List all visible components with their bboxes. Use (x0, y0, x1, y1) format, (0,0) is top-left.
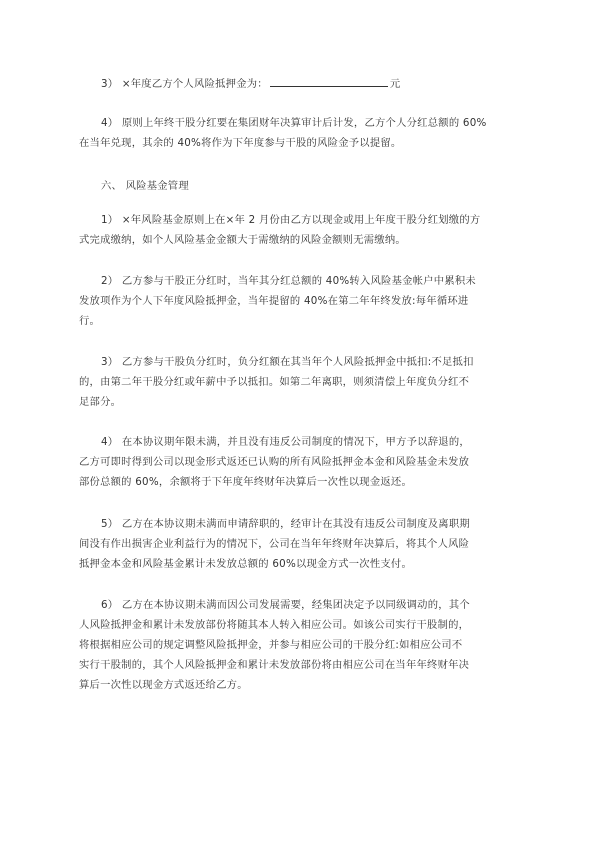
paragraph-line: 1） ×年风险基金原则上在×年 2 月份由乙方以现金或用上年度干股分红划缴的方 (101, 214, 481, 226)
paragraph-line: 6） 乙方在本协议期未满而因公司发展需要，经集团决定予以同级调动的，其个 (101, 599, 470, 611)
deposit-label: 3） ×年度乙方个人风险抵押金为： (101, 78, 268, 90)
paragraph-line: 4） 原则上年终干股分红要在集团财年决算审计后计发，乙方个人分红总额的 60% (101, 117, 487, 129)
paragraph-line: 实行干股制的，其个人风险抵押金和累计未发放部份将由相应公司在当年年终财年决 (79, 659, 470, 671)
section-heading (79, 176, 519, 196)
clause-5 (79, 514, 519, 574)
paragraph-line: 的，由第二年干股分红或年薪中予以抵扣。如第二年离职，则须清偿上年度负分红不 (79, 376, 470, 388)
paragraph-line: 部份总额的 60%，余额将于下年度年终财年决算后一次性以现金返还。 (79, 476, 413, 488)
paragraph-line: 间没有作出损害企业利益行为的情况下，公司在当年年终财年决算后，将其个人风险 (79, 538, 470, 550)
clause-6 (79, 595, 519, 695)
paragraph-line: 抵押金本金和风险基金累计未发放总额的 60%以现金方式一次性支付。 (79, 558, 413, 570)
paragraph-line: 发放项作为个人下年度风险抵押金，当年提留的 40%在第二年年终发放:每年循环进 (79, 295, 469, 307)
paragraph-line: 2） 乙方参与干股正分红时，当年其分红总额的 40%转入风险基金帐户中累积未 (101, 275, 476, 287)
deposit-unit: 元 (389, 78, 401, 90)
deposit-blank-field (270, 75, 388, 87)
paragraph-line: 足部分。 (79, 396, 122, 408)
deposit-amount-paragraph (79, 74, 519, 94)
clause-4 (79, 432, 519, 492)
paragraph-line: 算后一次性以现金方式返还给乙方。 (79, 679, 248, 691)
paragraph-line: 5） 乙方在本协议期未满而申请辞职的，经审计在其没有违反公司制度及离职期 (101, 518, 470, 530)
paragraph-line: 式完成缴纳，如个人风险基金金额大于需缴纳的风险金额则无需缴纳。 (79, 234, 406, 246)
paragraph-line: 人风险抵押金和累计未发放部份将随其本人转入相应公司。如该公司实行干股制的， (79, 619, 470, 631)
paragraph-line: 3） 乙方参与干股负分红时，负分红额在其当年个人风险抵押金中抵扣:不足抵扣 (101, 356, 474, 368)
clause-2 (79, 271, 519, 331)
paragraph-line: 行。 (79, 315, 101, 327)
dividend-paragraph (79, 113, 519, 153)
paragraph-line: 在当年兑现，其余的 40%将作为下年度参与干股的风险金予以提留。 (79, 137, 402, 149)
clause-1 (79, 210, 519, 250)
paragraph-line: 乙方可即时得到公司以现金形式返还已认购的所有风险抵押金本金和风险基金未发放 (79, 456, 470, 468)
paragraph-line: 4） 在本协议期年限未满，并且没有违反公司制度的情况下，甲方予以辞退的， (101, 436, 470, 448)
paragraph-line: 将根据相应公司的规定调整风险抵押金，并参与相应公司的干股分红:如相应公司不 (79, 639, 463, 651)
section-title: 六、 风险基金管理 (101, 180, 189, 192)
clause-3 (79, 352, 519, 412)
